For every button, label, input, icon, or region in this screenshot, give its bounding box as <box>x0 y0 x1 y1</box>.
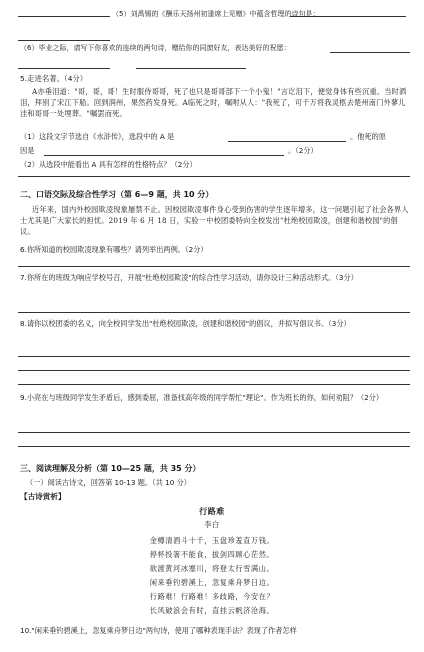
section2-intro: 近年来，国内外校园欺凌现象屡禁不止。因校园欺凌事件身心受到伤害的学生逐年增多，这一问题引起了社会各界人士尤其是广大家长的担忧。2019 年 6 月 18 日，实验一中校团委特向全校发出"杜绝校园欺凌，创建和谐校园"的倡议。 <box>20 205 409 237</box>
q6-bullying-question: 6.你所知道的校园欺凌现象有哪些？请列举出两例。（2分） <box>20 245 208 254</box>
q5-question: （5）刘禹锡的《酬乐天扬州初逢席上见赠》中蕴含哲理的诗句是： <box>112 10 320 18</box>
q5-answer-line-a[interactable] <box>18 16 110 17</box>
q5-passage: A亦垂泪道："哥，哥，哥！生时服侍哥哥，死了也只是哥哥部下一个小鬼！"言讫泪下，便觉身体有些沉重。当时洒泪，拜别了宋江下船。回到润州，果然药发身死。A临死之时，嘱咐从人："我死了，可千万将我灵柩去楚州南门外蓼儿洼和哥哥一处埋葬。"嘱罢而死。 <box>20 87 407 119</box>
q9-answer-line-1[interactable] <box>18 432 410 433</box>
q6-answer-line-a[interactable] <box>330 52 410 53</box>
poem-line: 欲渡黄河冰塞川，将登太行雪满山。 <box>149 564 275 573</box>
q5-sub1-d: 。（2分） <box>288 146 318 155</box>
poem-title: 行路难 <box>199 506 225 516</box>
q7-question: 7.你所在的班级为响应学校号召，开展"杜绝校园欺凌"的综合性学习活动，请你设计三种活动形式。（3分） <box>20 273 358 282</box>
q5-answer-line-b[interactable] <box>290 16 406 17</box>
q5-sub1-blank1[interactable] <box>228 141 346 142</box>
q9-answer-line-2[interactable] <box>18 446 410 447</box>
q6-answer-line-c[interactable] <box>136 68 246 69</box>
poem-line: 闲来垂钓碧溪上，忽复乘舟梦日边。 <box>149 578 275 587</box>
q8-answer-line-2[interactable] <box>18 370 410 371</box>
poem-line: 行路难！行路难！多歧路，今安在？ <box>149 592 275 601</box>
q5-sub1-b: 。他死的原 <box>350 132 386 141</box>
poem-line: 长风破浪会有时，直挂云帆济沧海。 <box>149 606 275 615</box>
section3-heading: 三、阅读理解及分析（第 10—25 题，共 35 分） <box>20 464 201 473</box>
q7-answer-line[interactable] <box>18 312 410 313</box>
q5-answer-line-c[interactable] <box>18 40 110 41</box>
poem-line: 金樽清酒斗十千，玉盘珍羞直万钱。 <box>149 536 275 545</box>
q6-question: （6）毕业之际，请写下你喜欢的连续的两句诗，赠给你的同窗好友，表达美好的祝愿： <box>20 44 291 52</box>
q6-answer-line[interactable] <box>18 266 410 267</box>
q5-sub1-a: （1）这段文字节选自《水浒传》，选段中的 A 是 <box>20 132 175 141</box>
q8-answer-line-3[interactable] <box>18 384 410 385</box>
q5-sub1-c: 因是 <box>20 146 35 155</box>
q5-sub2-answer-line[interactable] <box>18 176 410 177</box>
section2-heading: 二、口语交际及综合性学习（第 6—9 题，共 10 分） <box>20 190 214 199</box>
poem-line: 停杯投箸不能食，拔剑四顾心茫然。 <box>149 550 275 559</box>
q5-sub1-blank2[interactable] <box>44 155 284 156</box>
q5-sub2: （2）从选段中能看出 A 具有怎样的性格特点？（2分） <box>20 160 197 169</box>
q6-answer-line-b[interactable] <box>18 68 110 69</box>
q9-question: 9.小亮在与班级同学发生矛盾后，感到委屈，准备找高年级的同学帮忙"理论"。作为班长的你，如何劝阻？（2分） <box>20 393 384 402</box>
poem-author: 李白 <box>204 520 220 529</box>
q10-question: 10."闲来垂钓碧溪上，忽复乘舟梦日边"两句诗，使用了哪种表现手法？表现了作者怎样 <box>20 626 297 635</box>
q5-reading-title: 5.走进名著。（4分） <box>20 74 88 83</box>
ancient-poem-tag: 【古诗赏析】 <box>20 492 66 501</box>
section3-subheading: （一）阅读古诗文，回答第 10-13 题。（共 10 分） <box>26 478 191 487</box>
q8-question: 8.请你以校团委的名义，向全校同学发出"杜绝校园欺凌，创建和谐校园"的倡议，并拟写倡议书。（3分） <box>20 319 351 328</box>
q8-answer-line-1[interactable] <box>18 356 410 357</box>
